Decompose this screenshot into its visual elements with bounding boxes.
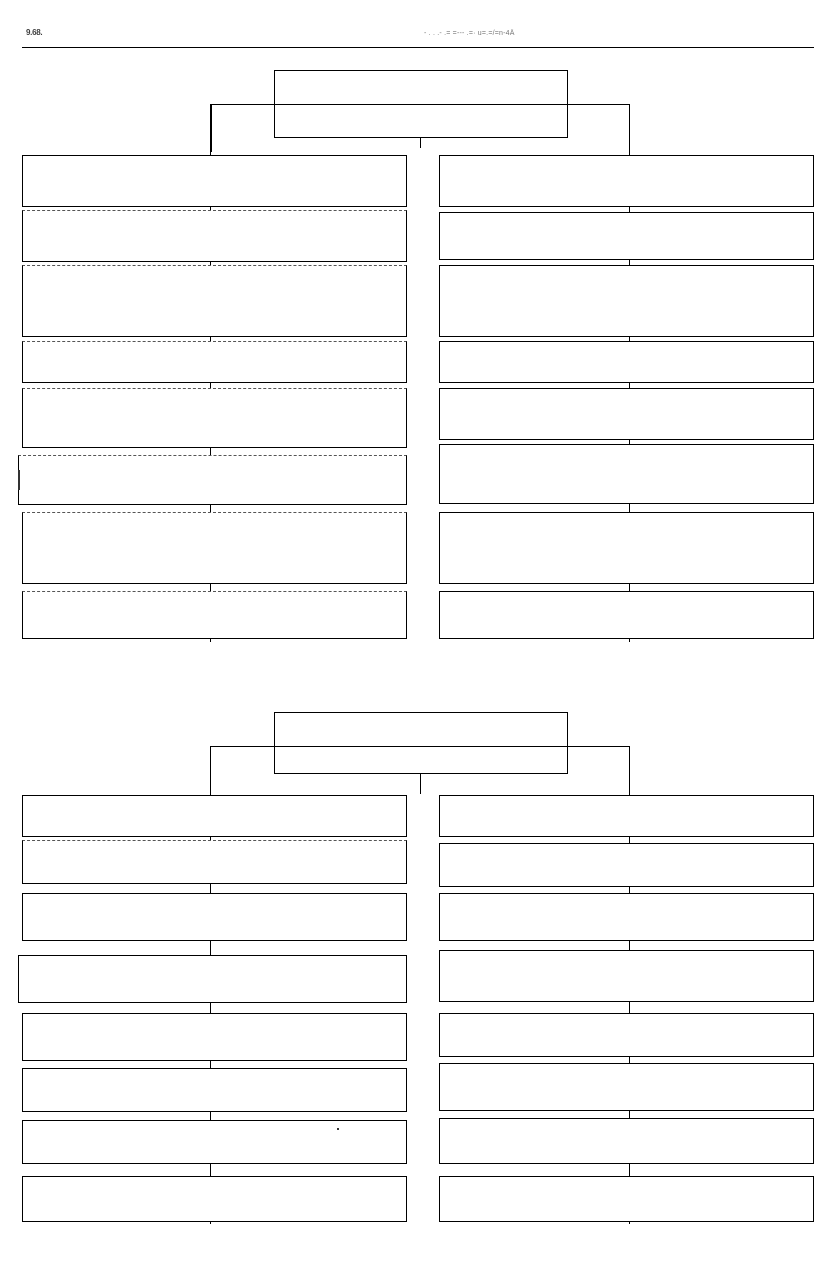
lower-right-item-5[interactable] (439, 1013, 814, 1057)
upper-right-item-6-label (440, 445, 813, 449)
lower-left-item-5[interactable] (22, 1013, 407, 1061)
lower-right-item-4-label (440, 951, 813, 955)
lower-right-item-2-label (440, 844, 813, 848)
upper-left-item-4[interactable] (22, 341, 407, 383)
lower-left-item-2-label (23, 841, 406, 845)
lower-left-item-8[interactable] (22, 1176, 407, 1222)
lower-left-item-4[interactable] (18, 955, 407, 1003)
upper-left-item-8[interactable] (22, 591, 407, 639)
lower-left-item-8-label (23, 1177, 406, 1181)
lower-left-drop (210, 746, 211, 794)
upper-right-item-4[interactable] (439, 341, 814, 383)
upper-right-item-8[interactable] (439, 591, 814, 639)
upper-left-drop (210, 104, 212, 152)
upper-root-left-stub (274, 76, 275, 84)
lower-right-item-3-label (440, 894, 813, 898)
lower-right-item-3[interactable] (439, 893, 814, 941)
header-divider (22, 47, 814, 48)
lower-right-item-1[interactable] (439, 795, 814, 837)
upper-left-item-4-label (23, 342, 406, 346)
upper-left-item-6[interactable] (18, 455, 407, 505)
lower-left-item-3-label (23, 894, 406, 898)
upper-right-item-3[interactable] (439, 265, 814, 337)
upper-left-item-2-label (23, 211, 406, 215)
lower-root-label (275, 713, 567, 717)
upper-right-item-6[interactable] (439, 444, 814, 504)
upper-left-item-5-label (23, 389, 406, 393)
lower-right-item-7-label (440, 1119, 813, 1123)
lower-root-node[interactable] (274, 712, 568, 774)
lower-root-stem (420, 774, 421, 794)
lower-left-item-7[interactable] (22, 1120, 407, 1164)
upper-root-stem (420, 138, 421, 148)
lower-right-item-6[interactable] (439, 1063, 814, 1111)
upper-right-item-5-label (440, 389, 813, 393)
lower-left-item-6[interactable] (22, 1068, 407, 1112)
upper-left-item-1-label (23, 156, 406, 160)
lower-left-item-1[interactable] (22, 795, 407, 837)
upper-left-item-3-label (23, 266, 406, 270)
upper-right-item-2[interactable] (439, 212, 814, 260)
upper-root-label (275, 71, 567, 75)
upper-left-item-1[interactable] (22, 155, 407, 207)
upper-left-item-8-label (23, 592, 406, 596)
upper-right-drop (629, 104, 630, 152)
scan-artifact-upper (18, 470, 20, 490)
upper-right-item-7-label (440, 513, 813, 517)
lower-right-item-6-label (440, 1064, 813, 1068)
lower-left-item-1-label (23, 796, 406, 800)
upper-right-item-5[interactable] (439, 388, 814, 440)
lower-left-item-5-label (23, 1014, 406, 1018)
header-left-text: 9.68. (26, 28, 43, 37)
lower-right-item-8-label (440, 1177, 813, 1181)
lower-right-item-2[interactable] (439, 843, 814, 887)
lower-right-item-4[interactable] (439, 950, 814, 1002)
upper-left-item-7-label (23, 513, 406, 517)
lower-right-drop (629, 746, 630, 794)
upper-left-item-6-label (19, 456, 406, 460)
upper-left-item-2[interactable] (22, 210, 407, 262)
upper-right-item-8-label (440, 592, 813, 596)
lower-left-item-4-label (19, 956, 406, 960)
upper-right-item-2-label (440, 213, 813, 217)
upper-left-item-7[interactable] (22, 512, 407, 584)
lower-left-item-3[interactable] (22, 893, 407, 941)
lower-right-item-1-label (440, 796, 813, 800)
scan-artifact-lower (337, 1128, 339, 1130)
lower-right-item-8[interactable] (439, 1176, 814, 1222)
lower-distribution-bar (210, 746, 630, 747)
upper-right-item-1[interactable] (439, 155, 814, 207)
upper-distribution-bar (210, 104, 630, 105)
lower-left-item-2[interactable] (22, 840, 407, 884)
upper-right-item-1-label (440, 156, 813, 160)
upper-right-item-7[interactable] (439, 512, 814, 584)
upper-left-item-3[interactable] (22, 265, 407, 337)
lower-left-item-7-label (23, 1121, 406, 1125)
lower-right-item-5-label (440, 1014, 813, 1018)
lower-left-item-6-label (23, 1069, 406, 1073)
upper-left-item-5[interactable] (22, 388, 407, 448)
header-right-text: - . . .- .= =--- .=· u=.=/=n-4Ä (424, 30, 515, 37)
page-header (0, 28, 838, 52)
lower-right-item-7[interactable] (439, 1118, 814, 1164)
upper-right-item-4-label (440, 342, 813, 346)
upper-right-item-3-label (440, 266, 813, 270)
